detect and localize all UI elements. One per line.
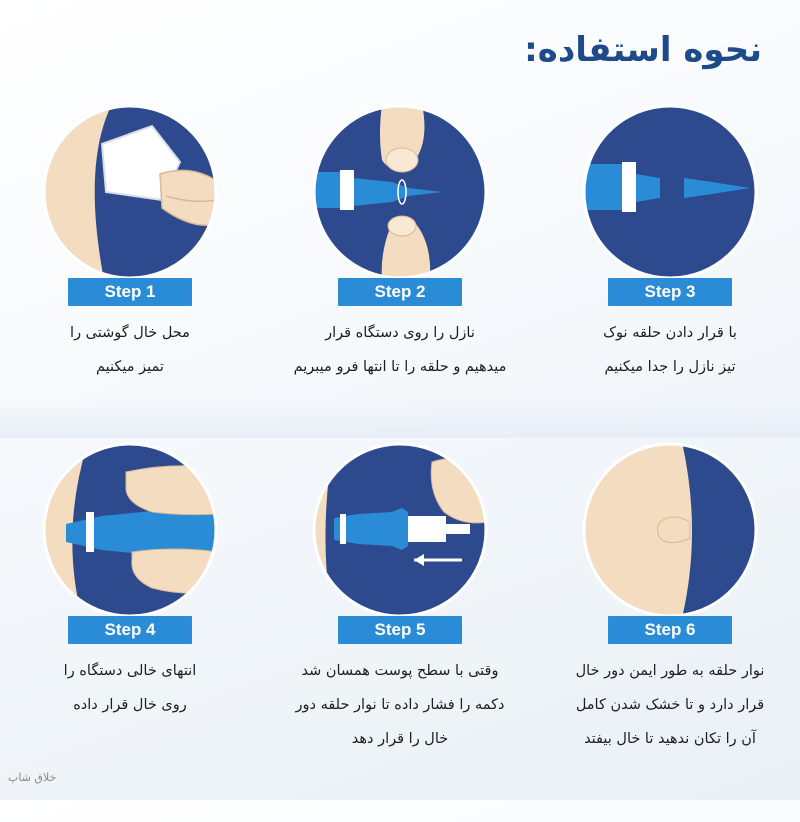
step-4-card (0, 442, 260, 822)
step-1-card (0, 104, 260, 484)
step-5-description: وقتی با سطح پوست همسان شد دکمه را فشار داده تا نوار حلقه دور خال را قرار دهد (295, 663, 505, 747)
step-6-card (540, 442, 800, 822)
step-5-badge: Step 5 (338, 616, 462, 644)
step-2-description: نازل را روی دستگاه قرار میدهیم و حلقه را تا انتها فرو میبریم (293, 325, 507, 375)
step-4-badge: Step 4 (68, 616, 192, 644)
step-5-card (270, 442, 530, 822)
step-6-badge: Step 6 (608, 616, 732, 644)
step-2-card (270, 104, 530, 484)
step-6-description: نوار حلقه به طور ایمن دور خال قرار دارد و تا خشک شدن کامل آن را تکان ندهید تا خال بیفتد (575, 663, 765, 747)
step-5-illustration (312, 442, 488, 618)
page-title: نحوه استفاده: (524, 30, 762, 70)
step-3-description: با قرار دادن حلقه نوک تیز نازل را جدا میکنیم (603, 325, 737, 375)
step-1-description: محل خال گوشتی را تمیز میکنیم (70, 325, 190, 375)
step-1-illustration (42, 104, 218, 280)
step-3-card (540, 104, 800, 484)
watermark: خلاق شاپ (8, 771, 57, 784)
step-4-illustration (42, 442, 218, 618)
step-1-badge: Step 1 (68, 278, 192, 306)
step-2-illustration (312, 104, 488, 280)
step-3-badge: Step 3 (608, 278, 732, 306)
step-3-illustration (582, 104, 758, 280)
step-6-illustration (582, 442, 758, 618)
step-2-badge: Step 2 (338, 278, 462, 306)
step-4-description: انتهای خالی دستگاه را روی خال قرار داده (63, 663, 197, 713)
